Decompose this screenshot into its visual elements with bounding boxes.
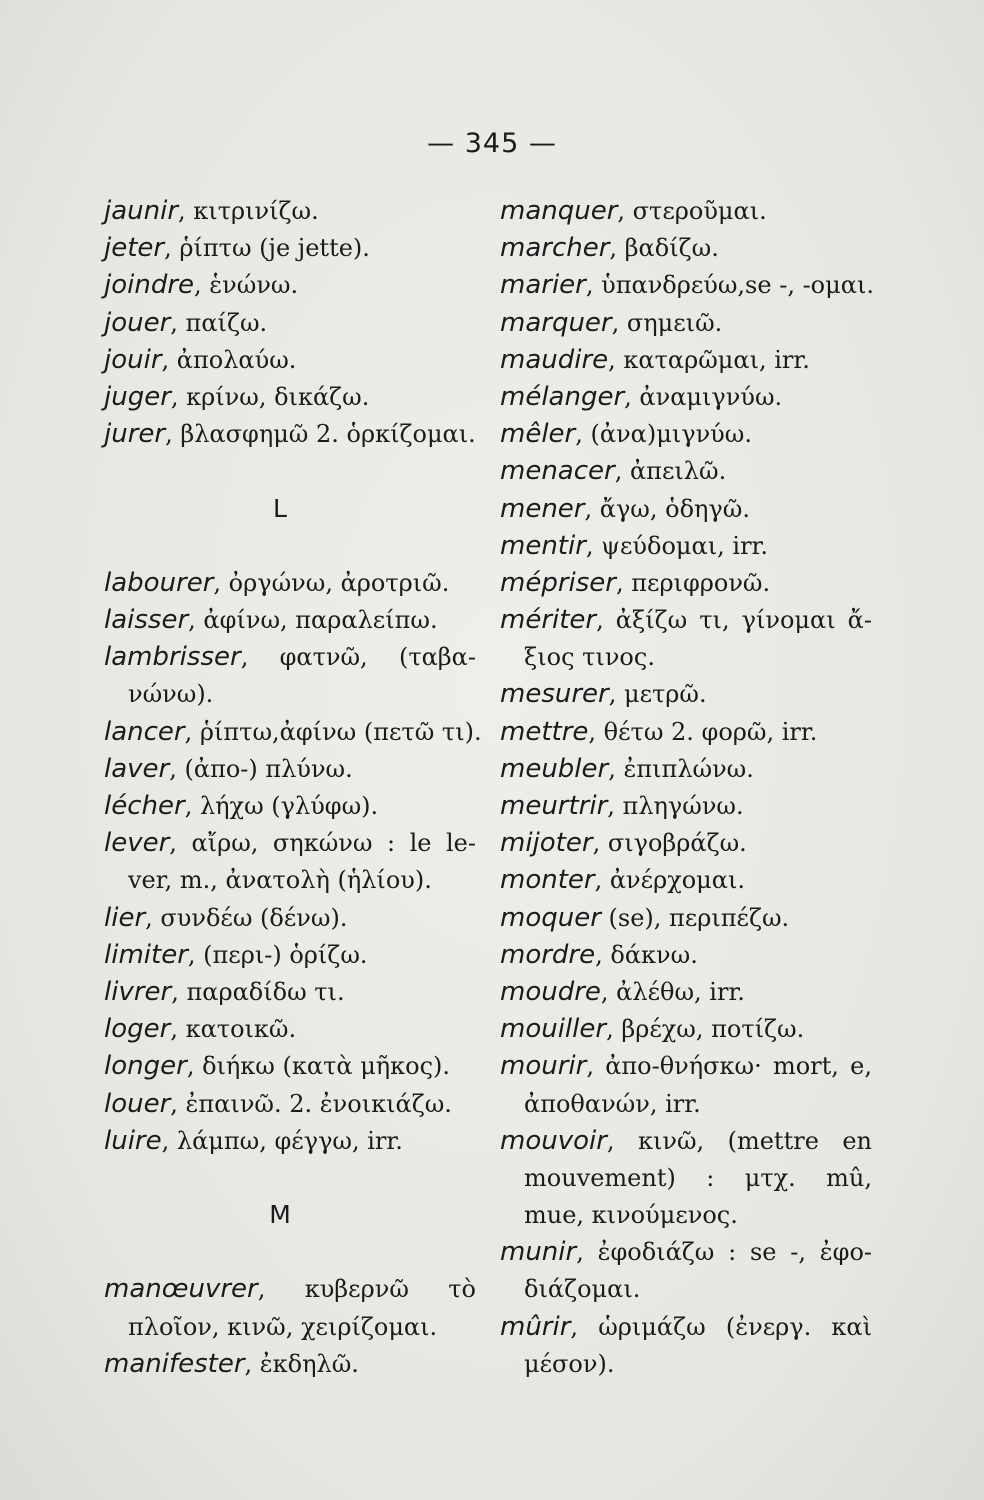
dictionary-entry (104, 638, 476, 675)
dictionary-entry (500, 824, 872, 861)
blank-line (104, 1159, 476, 1196)
dictionary-entry (500, 1233, 872, 1270)
entry-continuation (500, 1270, 872, 1307)
entry-headword: marier (500, 270, 586, 301)
entry-definition: , ἀξίζω τι, γίνομαι ἄ- (596, 606, 872, 635)
entry-headword: manifester (104, 1348, 245, 1379)
dictionary-entry (104, 415, 476, 452)
entry-headword: mériter (500, 605, 597, 636)
entry-definition: , (ἀπο-) πλύνω. (169, 754, 353, 783)
entry-definition: , ἐκδηλῶ. (244, 1349, 359, 1378)
entry-headword: marquer (500, 307, 612, 338)
page-number: — 345 — (427, 128, 557, 159)
entry-headword: munir (500, 1237, 577, 1268)
dictionary-entry (104, 1010, 476, 1047)
entry-headword: louer (104, 1088, 171, 1119)
entry-headword: mélanger (500, 381, 625, 412)
blank-line (104, 527, 476, 564)
entry-definition: , πληγώνω. (607, 792, 744, 820)
dictionary-entry (104, 1270, 476, 1307)
dictionary-entry (500, 490, 872, 527)
dictionary-entry (500, 899, 872, 936)
entry-definition: , βαδίζω. (609, 234, 719, 263)
entry-headword: livrer (104, 976, 172, 1007)
entry-headword: jouer (104, 307, 171, 338)
continuation-text: μέσον). (524, 1349, 615, 1378)
entry-headword: mouvoir (500, 1125, 607, 1156)
entry-definition: , (ἀνα)μιγνύω. (575, 420, 752, 449)
dictionary-entry (104, 266, 476, 303)
dictionary-entry (500, 341, 872, 378)
entry-definition: , φατνῶ, (ταβα- (240, 643, 476, 672)
entry-definition: , περιφρονῶ. (615, 568, 771, 597)
right-column (500, 192, 872, 1382)
entry-continuation (500, 1085, 872, 1122)
entry-headword: marcher (500, 233, 610, 264)
entry-headword: menacer (500, 456, 615, 487)
entry-definition: , ἀναμιγνύω. (624, 382, 783, 411)
dictionary-entry (104, 787, 476, 824)
dictionary-entry (500, 787, 872, 824)
entry-definition: , κυβερνῶ τὸ (257, 1275, 476, 1304)
entry-headword: monter (500, 865, 595, 896)
entry-definition: , στεροῦμαι. (617, 197, 767, 225)
entry-headword: mentir (500, 530, 586, 561)
continuation-text: πλοῖον, κινῶ, χειρίζομαι. (128, 1312, 438, 1341)
entry-headword: meurtrir (500, 791, 608, 821)
dictionary-entry (500, 564, 872, 601)
entry-headword: moudre (500, 976, 601, 1007)
entry-definition: , ῥίπτω,ἀφίνω (πετῶ τι). (184, 717, 482, 746)
entry-headword: lambrisser (104, 642, 241, 673)
dictionary-entry (104, 304, 476, 341)
entry-definition: , θέτω 2. φορῶ, irr. (588, 717, 818, 746)
continuation-text: διάζομαι. (524, 1275, 641, 1304)
dictionary-entry (500, 1308, 872, 1345)
dictionary-entry (500, 713, 872, 750)
entry-definition: , κρίνω, δικάζω. (170, 382, 370, 411)
dictionary-entry (104, 1345, 476, 1382)
dictionary-entry (104, 936, 476, 973)
entry-definition: , ῥίπτω (je jette). (164, 234, 370, 263)
entry-definition: , διήκω (κατὰ μῆκος). (186, 1052, 451, 1081)
entry-headword: loger (104, 1014, 171, 1045)
entry-definition: , παίζω. (170, 308, 268, 337)
left-column (104, 192, 482, 1382)
continuation-text: mouvement) : μτχ. mû, (524, 1163, 872, 1192)
entry-definition: , σιγοβράζω. (592, 829, 747, 858)
entry-definition: , ἀπολαύω. (161, 345, 297, 374)
entry-continuation (500, 638, 872, 675)
entry-headword: jouir (104, 344, 162, 375)
dictionary-entry (104, 229, 476, 266)
entry-headword: jurer (104, 419, 166, 450)
entry-definition: , καταρῶμαι, irr. (608, 345, 810, 374)
entry-definition: , ἀπο-θνήσκω· mort, e, (586, 1052, 872, 1081)
entry-continuation (500, 1345, 872, 1382)
dictionary-entry (104, 713, 482, 750)
entry-headword: mépriser (500, 567, 616, 598)
entry-definition: , σημειῶ. (611, 308, 723, 337)
entry-headword: mijoter (500, 828, 593, 859)
entry-headword: laisser (104, 605, 189, 636)
entry-definition: , ὀργώνω, ἀροτριῶ. (213, 568, 450, 597)
entry-headword: mordre (500, 939, 596, 970)
continuation-text: ἀποθανών, irr. (524, 1089, 701, 1118)
dictionary-entry (500, 378, 872, 415)
entry-headword: lécher (104, 791, 185, 821)
dictionary-entry (104, 601, 476, 638)
entry-headword: longer (104, 1051, 187, 1082)
entry-headword: mourir (500, 1051, 587, 1082)
dictionary-entry (104, 899, 476, 936)
entry-definition: (se), περιπέζω. (600, 903, 790, 932)
entry-headword: mêler (500, 419, 576, 450)
entry-definition: , βλασφημῶ 2. ὁρκίζομαι. (165, 420, 476, 449)
dictionary-entry (104, 750, 476, 787)
entry-definition: , κιτρινίζω. (178, 197, 319, 225)
entry-headword: moquer (500, 902, 601, 933)
entry-headword: lier (104, 902, 146, 933)
dictionary-entry (500, 675, 872, 712)
section-letter: M (269, 1200, 291, 1230)
blank-line (104, 452, 476, 489)
dictionary-entry (500, 861, 872, 898)
entry-definition: , συνδέω (δένω). (145, 903, 348, 932)
dictionary-entry (500, 936, 872, 973)
entry-headword: manœuvrer (104, 1274, 258, 1305)
dictionary-entry (500, 266, 872, 303)
entry-headword: jeter (104, 233, 165, 264)
dictionary-entry (500, 1047, 872, 1084)
entry-definition: , λήχω (γλύφω). (184, 792, 379, 820)
dictionary-entry (500, 601, 872, 638)
dictionary-entry (500, 750, 872, 787)
entry-continuation (500, 1196, 872, 1233)
continuation-text: ξιος τινος. (524, 643, 655, 672)
entry-continuation (104, 1308, 476, 1345)
entry-definition: , ἀνέρχομαι. (594, 866, 746, 895)
entry-definition: , παραδίδω τι. (171, 977, 345, 1006)
entry-definition: , ἄγω, ὁδηγῶ. (584, 494, 750, 523)
entry-definition: , μετρῶ. (608, 680, 707, 709)
entry-definition: , δάκνω. (595, 940, 698, 969)
dictionary-entry (500, 1010, 872, 1047)
entry-definition: , (περι-) ὁρίζω. (187, 940, 368, 969)
entry-continuation (500, 1159, 872, 1196)
blank-line (104, 1233, 476, 1270)
dictionary-entry (500, 1122, 872, 1159)
continuation-text: mue, κινούμενος. (524, 1201, 738, 1230)
continuation-text: ver, m., ἀνατολὴ (ἡλίου). (128, 866, 432, 895)
dictionary-entry (104, 1122, 476, 1159)
continuation-text: νώνω). (128, 680, 214, 709)
entry-definition: , ἀλέθω, irr. (600, 977, 745, 1006)
entry-continuation (104, 861, 476, 898)
dictionary-entry (104, 1047, 476, 1084)
entry-definition: , ὑπανδρεύω,se -, -ομαι. (585, 271, 874, 300)
entry-definition: , αἴρω, σηκώνω : le le- (169, 829, 476, 858)
dictionary-entry (104, 564, 476, 601)
entry-definition: , λάμπω, φέγγω, irr. (161, 1126, 403, 1155)
entry-headword: luire (104, 1125, 162, 1156)
entry-headword: laver (104, 753, 170, 784)
dictionary-entry (500, 527, 872, 564)
entry-definition: , ψεύδομαι, irr. (585, 531, 769, 560)
entry-headword: lancer (104, 716, 185, 747)
entry-headword: mouiller (500, 1014, 607, 1045)
entry-headword: jaunir (104, 196, 179, 226)
entry-headword: mûrir (500, 1311, 571, 1342)
dictionary-entry (104, 973, 476, 1010)
dictionary-entry (500, 304, 872, 341)
entry-definition: , βρέχω, ποτίζω. (606, 1015, 805, 1044)
dictionary-entry (104, 378, 476, 415)
entry-definition: , ἑνώνω. (194, 271, 299, 300)
entry-definition: , ἀφίνω, παραλείπω. (188, 606, 438, 635)
entry-headword: mettre (500, 716, 589, 747)
dictionary-entry (500, 452, 872, 489)
entry-definition: , κατοικῶ. (170, 1015, 297, 1044)
dictionary-entry (500, 192, 872, 229)
entry-definition: , κινῶ, (mettre en (606, 1126, 872, 1155)
entry-headword: maudire (500, 344, 609, 375)
entry-headword: limiter (104, 939, 188, 970)
dictionary-entry (500, 229, 872, 266)
dictionary-entry (500, 973, 872, 1010)
entry-continuation (104, 675, 476, 712)
dictionary-entry (104, 341, 476, 378)
dictionary-entry (104, 192, 476, 229)
entry-definition: , ἐφοδιάζω : se -, ἐφο- (576, 1238, 872, 1267)
entry-headword: mesurer (500, 679, 609, 710)
entry-definition: , ἐπαινῶ. 2. ἐνοικιάζω. (170, 1089, 452, 1118)
entry-headword: juger (104, 381, 171, 412)
entry-headword: labourer (104, 567, 214, 598)
entry-headword: lever (104, 828, 170, 859)
section-letter: L (273, 493, 287, 523)
entry-definition: , ὡριμάζω (ἐνεργ. καὶ (570, 1312, 872, 1341)
entry-headword: manquer (500, 196, 618, 226)
dictionary-entry (500, 415, 872, 452)
entry-definition: , ἐπιπλώνω. (608, 754, 754, 783)
dictionary-entry (104, 1085, 476, 1122)
entry-definition: , ἀπειλῶ. (614, 457, 727, 486)
entry-headword: mener (500, 493, 585, 524)
dictionary-entry (104, 824, 476, 861)
entry-headword: meubler (500, 753, 609, 784)
entry-headword: joindre (104, 270, 195, 301)
